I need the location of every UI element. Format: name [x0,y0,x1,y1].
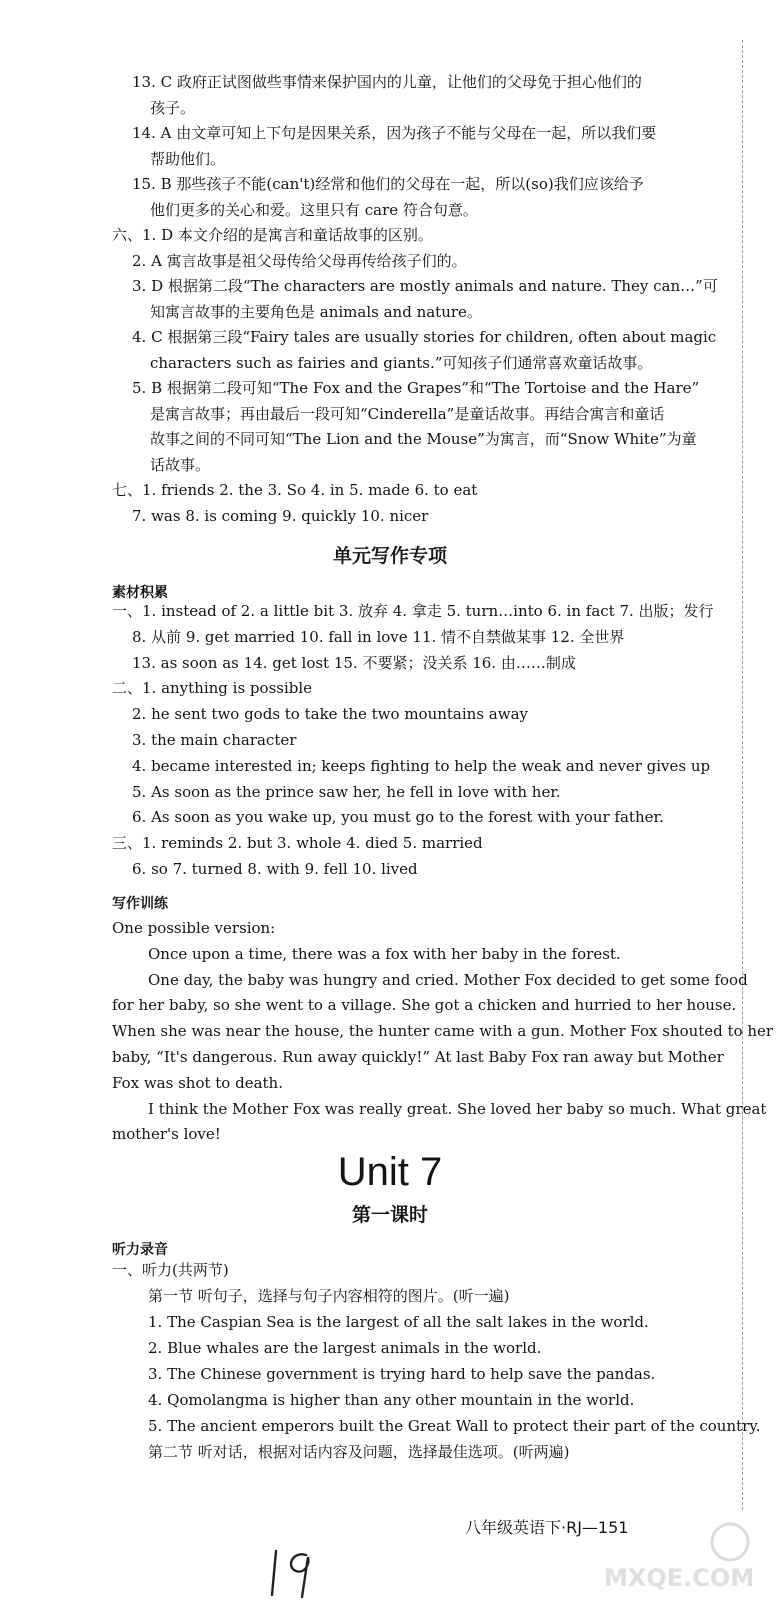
text-line: 4. Qomolangma is higher than any other mountain in the world. [148,1391,635,1409]
text-line: 故事之间的不同可知“The Lion and the Mouse”为寓言，而“Snow White”为童 [150,430,697,448]
text-line: One day, the baby was hungry and cried. Mother Fox decided to get some food [148,970,748,989]
handwritten-page-number [262,1545,332,1600]
text-line: 第一节 听句子，选择与句子内容相符的图片。(听一遍) [148,1287,510,1305]
text-line: 1. The Caspian Sea is the largest of all the salt lakes in the world. [148,1313,649,1331]
text-line: for her baby, so she went to a village. She got a chicken and hurried to her house. [112,996,737,1015]
text-line: 是寓言故事；再由最后一段可知“Cinderella”是童话故事。再结合寓言和童话 [150,404,665,423]
text-line: 8. 从前 9. get married 10. fall in love 11. 情不自禁做某事 12. 全世界 [132,627,625,646]
text-line: 3. The Chinese government is trying hard to help save the pandas. [148,1365,656,1383]
text-line: 13. C 政府正试图做些事情来保护国内的儿童，让他们的父母免于担心他们的 [132,73,642,91]
text-line: baby, “It's dangerous. Run away quickly!” At last Baby Fox ran away but Mother [112,1048,724,1066]
text-line: Fox was shot to death. [112,1073,283,1092]
text-line: 话故事。 [150,455,211,474]
text-line: 15. B 那些孩子不能(can't)经常和他们的父母在一起，所以(so)我们应该给予 [132,175,644,193]
text-line: 第二节 听对话，根据对话内容及问题，选择最佳选项。(听两遍) [148,1443,570,1461]
section-title-writing: 单元写作专项 [332,545,447,567]
unit-title: Unit 7 [337,1150,443,1194]
text-line: 6. so 7. turned 8. with 9. fell 10. lived [132,860,418,878]
text-line: I think the Mother Fox was really great. She loved her baby so much. What great [148,1099,767,1118]
page-edge-divider [742,40,743,1510]
label-material-accumulation: 素材积累 [112,585,168,601]
text-line: 5. B 根据第二段可知“The Fox and the Grapes”和“The Tortoise and the Hare” [132,379,700,397]
text-line: 七、1. friends 2. the 3. So 4. in 5. made 6. to eat [112,481,478,499]
watermark-logo [600,1520,775,1595]
text-line: characters such as fairies and giants.”可知孩子们通常喜欢童话故事。 [150,353,653,372]
text-line: 4. C 根据第三段“Fairy tales are usually stories for children, often about magic [132,328,717,346]
text-line: Once upon a time, there was a fox with her baby in the forest. [148,944,621,963]
text-line: 3. D 根据第二段“The characters are mostly animals and nature. They can…”可 [132,277,718,295]
text-line: 13. as soon as 14. get lost 15. 不要紧；没关系 16. 由……制成 [132,653,576,672]
text-line: One possible version: [112,919,276,937]
text-line: mother's love! [112,1125,221,1144]
text-line: 5. The ancient emperors built the Great Wall to protect their part of the country. [148,1417,761,1435]
text-line: 孩子。 [150,98,196,117]
text-line: 2. A 寓言故事是祖父母传给父母再传给孩子们的。 [132,251,467,270]
label-writing-practice: 写作训练 [112,896,168,912]
text-line: 一、1. instead of 2. a little bit 3. 放弃 4. 拿走 5. turn…into 6. in fact 7. 出版；发行 [112,602,714,620]
lesson-title: 第一课时 [351,1204,428,1226]
text-line: 六、1. D 本文介绍的是寓言和童话故事的区别。 [112,226,433,244]
text-line: 14. A 由文章可知上下句是因果关系，因为孩子不能与父母在一起，所以我们要 [132,124,657,142]
text-line: 5. As soon as the prince saw her, he fell in love with her. [132,782,561,801]
text-line: 3. the main character [132,731,297,749]
text-line: 他们更多的关心和爱。这里只有 care 符合句意。 [150,200,478,219]
text-line: 4. became interested in; keeps fighting to help the weak and never gives up [132,756,711,775]
label-listening-script: 听力录音 [112,1242,168,1258]
text-line: 2. he sent two gods to take the two mountains away [132,705,528,724]
text-line: 知寓言故事的主要角色是 animals and nature。 [150,302,482,321]
svg-text:MXQE.COM: MXQE.COM [604,1564,755,1592]
text-line: 三、1. reminds 2. but 3. whole 4. died 5. married [112,834,483,853]
page-footer: 八年级英语下·RJ—151 [465,1518,629,1537]
text-line: 7. was 8. is coming 9. quickly 10. nicer [132,506,429,525]
text-line: 6. As soon as you wake up, you must go to the forest with your father. [132,808,664,827]
text-line: 二、1. anything is possible [112,679,313,698]
text-line: 帮助他们。 [150,149,226,168]
text-line: 一、听力(共两节) [112,1261,229,1279]
text-line: 2. Blue whales are the largest animals in the world. [148,1339,542,1357]
text-line: When she was near the house, the hunter came with a gun. Mother Fox shouted to her [112,1022,774,1041]
